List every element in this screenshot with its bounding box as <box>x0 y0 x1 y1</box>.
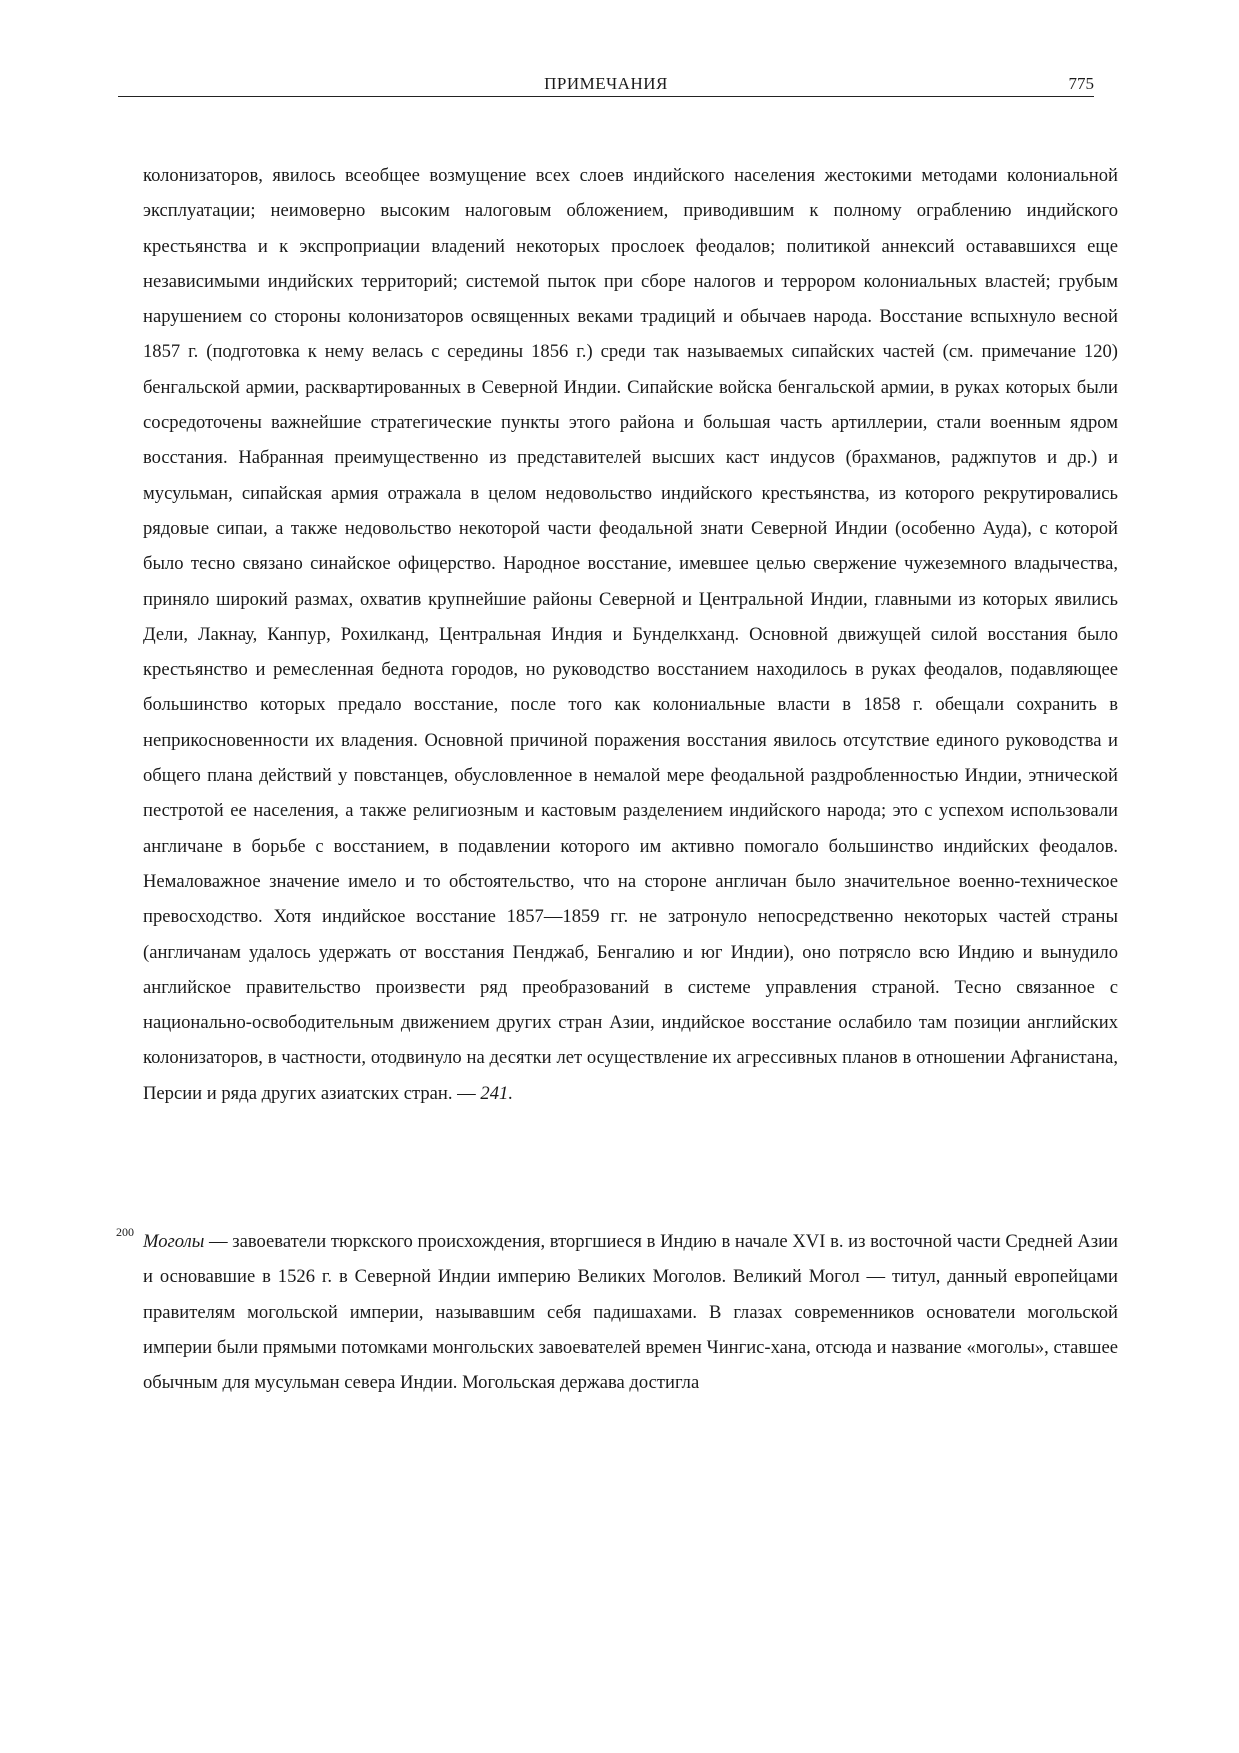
running-title: ПРИМЕЧАНИЯ <box>544 74 668 93</box>
note-term: Моголы <box>143 1231 205 1252</box>
page-reference: 241. <box>480 1082 513 1104</box>
note-number: 200 <box>116 1225 134 1239</box>
body-paragraph <box>143 158 1118 1111</box>
note-text: — завоеватели тюркского происхождения, вторгшиеся в Индию в начале XVI в. из восточной части Средней Азии и основавшие в 1526 г. в Северной Индии империю Великих Моголов. Великий Могол — титул, данный европейцами правителям могольской империи, называвшим себя падишахами. В глазах современников основатели могольской империи были прямыми потомками монгольских завоевателей времен Чингис-хана, отсюда и название «моголы», ставшее обычным для мусульман севера Индии. Могольская держава достигла <box>143 1231 1118 1394</box>
page-number: 775 <box>1068 74 1094 93</box>
paragraph-text: колонизаторов, явилось всеобщее возмущение всех слоев индийского населения жестокими методами колониальной эксплуатации; неимоверно высоким налоговым обложением, приводившим к полному ограблению индийского крестьянства и к экспроприации владений некоторых прослоек феодалов; политикой аннексий остававшихся еще независимыми индийских территорий; системой пыток при сборе налогов и террором колониальных властей; грубым нарушением со стороны колонизаторов освященных веками традиций и обычаев народа. Восстание вспыхнуло весной 1857 г. (подготовка к нему велась с середины 1856 г.) среди так называемых сипайских частей (см. примечание 120) бенгальской армии, расквартированных в Северной Индии. Сипайские войска бенгальской армии, в руках которых были сосредоточены важнейшие стратегические пункты этого района и большая часть артиллерии, стали военным ядром восстания. Набранная преимущественно из представителей высших каст индусов (брахманов, раджпутов и др.) и мусульман, сипайская армия отражала в целом недовольство индийского крестьянства, из которого рекрутировались рядовые сипаи, а также недовольство некоторой части феодальной знати Северной Индии (особенно Ауда), с которой было тесно связано синайское офицерство. Народное восстание, имевшее целью свержение чужеземного владычества, приняло широкий размах, охватив крупнейшие районы Северной и Центральной Индии, главными из которых явились Дели, Лакнау, Канпур, Рохилканд, Центральная Индия и Бунделкханд. Основной движущей силой восстания было крестьянство и ремесленная беднота городов, но руководство восстанием находилось в руках феодалов, подавляющее большинство которых предало восстание, после того как колониальные власти в 1858 г. обещали сохранить в неприкосновенности их владения. Основной причиной поражения восстания явилось отсутствие единого руководства и общего плана действий у повстанцев, обусловленное в немалой мере феодальной раздробленностью Индии, этнической пестротой ее населения, а также религиозным и кастовым разделением индийского народа; это с успехом использовали англичане в борьбе с восстанием, в подавлении которого им активно помогало большинство индийских феодалов. Немаловажное значение имело и то обстоятельство, что на стороне англичан было значительное военно-техническое превосходство. Хотя индийское восстание 1857—1859 гг. не затронуло непосредственно некоторых частей страны (англичанам удалось удержать от восстания Пенджаб, Бенгалию и юг Индии), оно потрясло всю Индию и вынудило английское правительство произвести ряд преобразований в системе управления страной. Тесно связанное с национально-освободительным движением других стран Азии, индийское восстание ослабило там позиции английских колонизаторов, в частности, отодвинуло на десятки лет осуществление их агрессивных планов в отношении Афганистана, Персии и ряда других азиатских стран. — <box>143 165 1118 1104</box>
page-header <box>118 74 1094 97</box>
note-200 <box>116 1224 1118 1400</box>
